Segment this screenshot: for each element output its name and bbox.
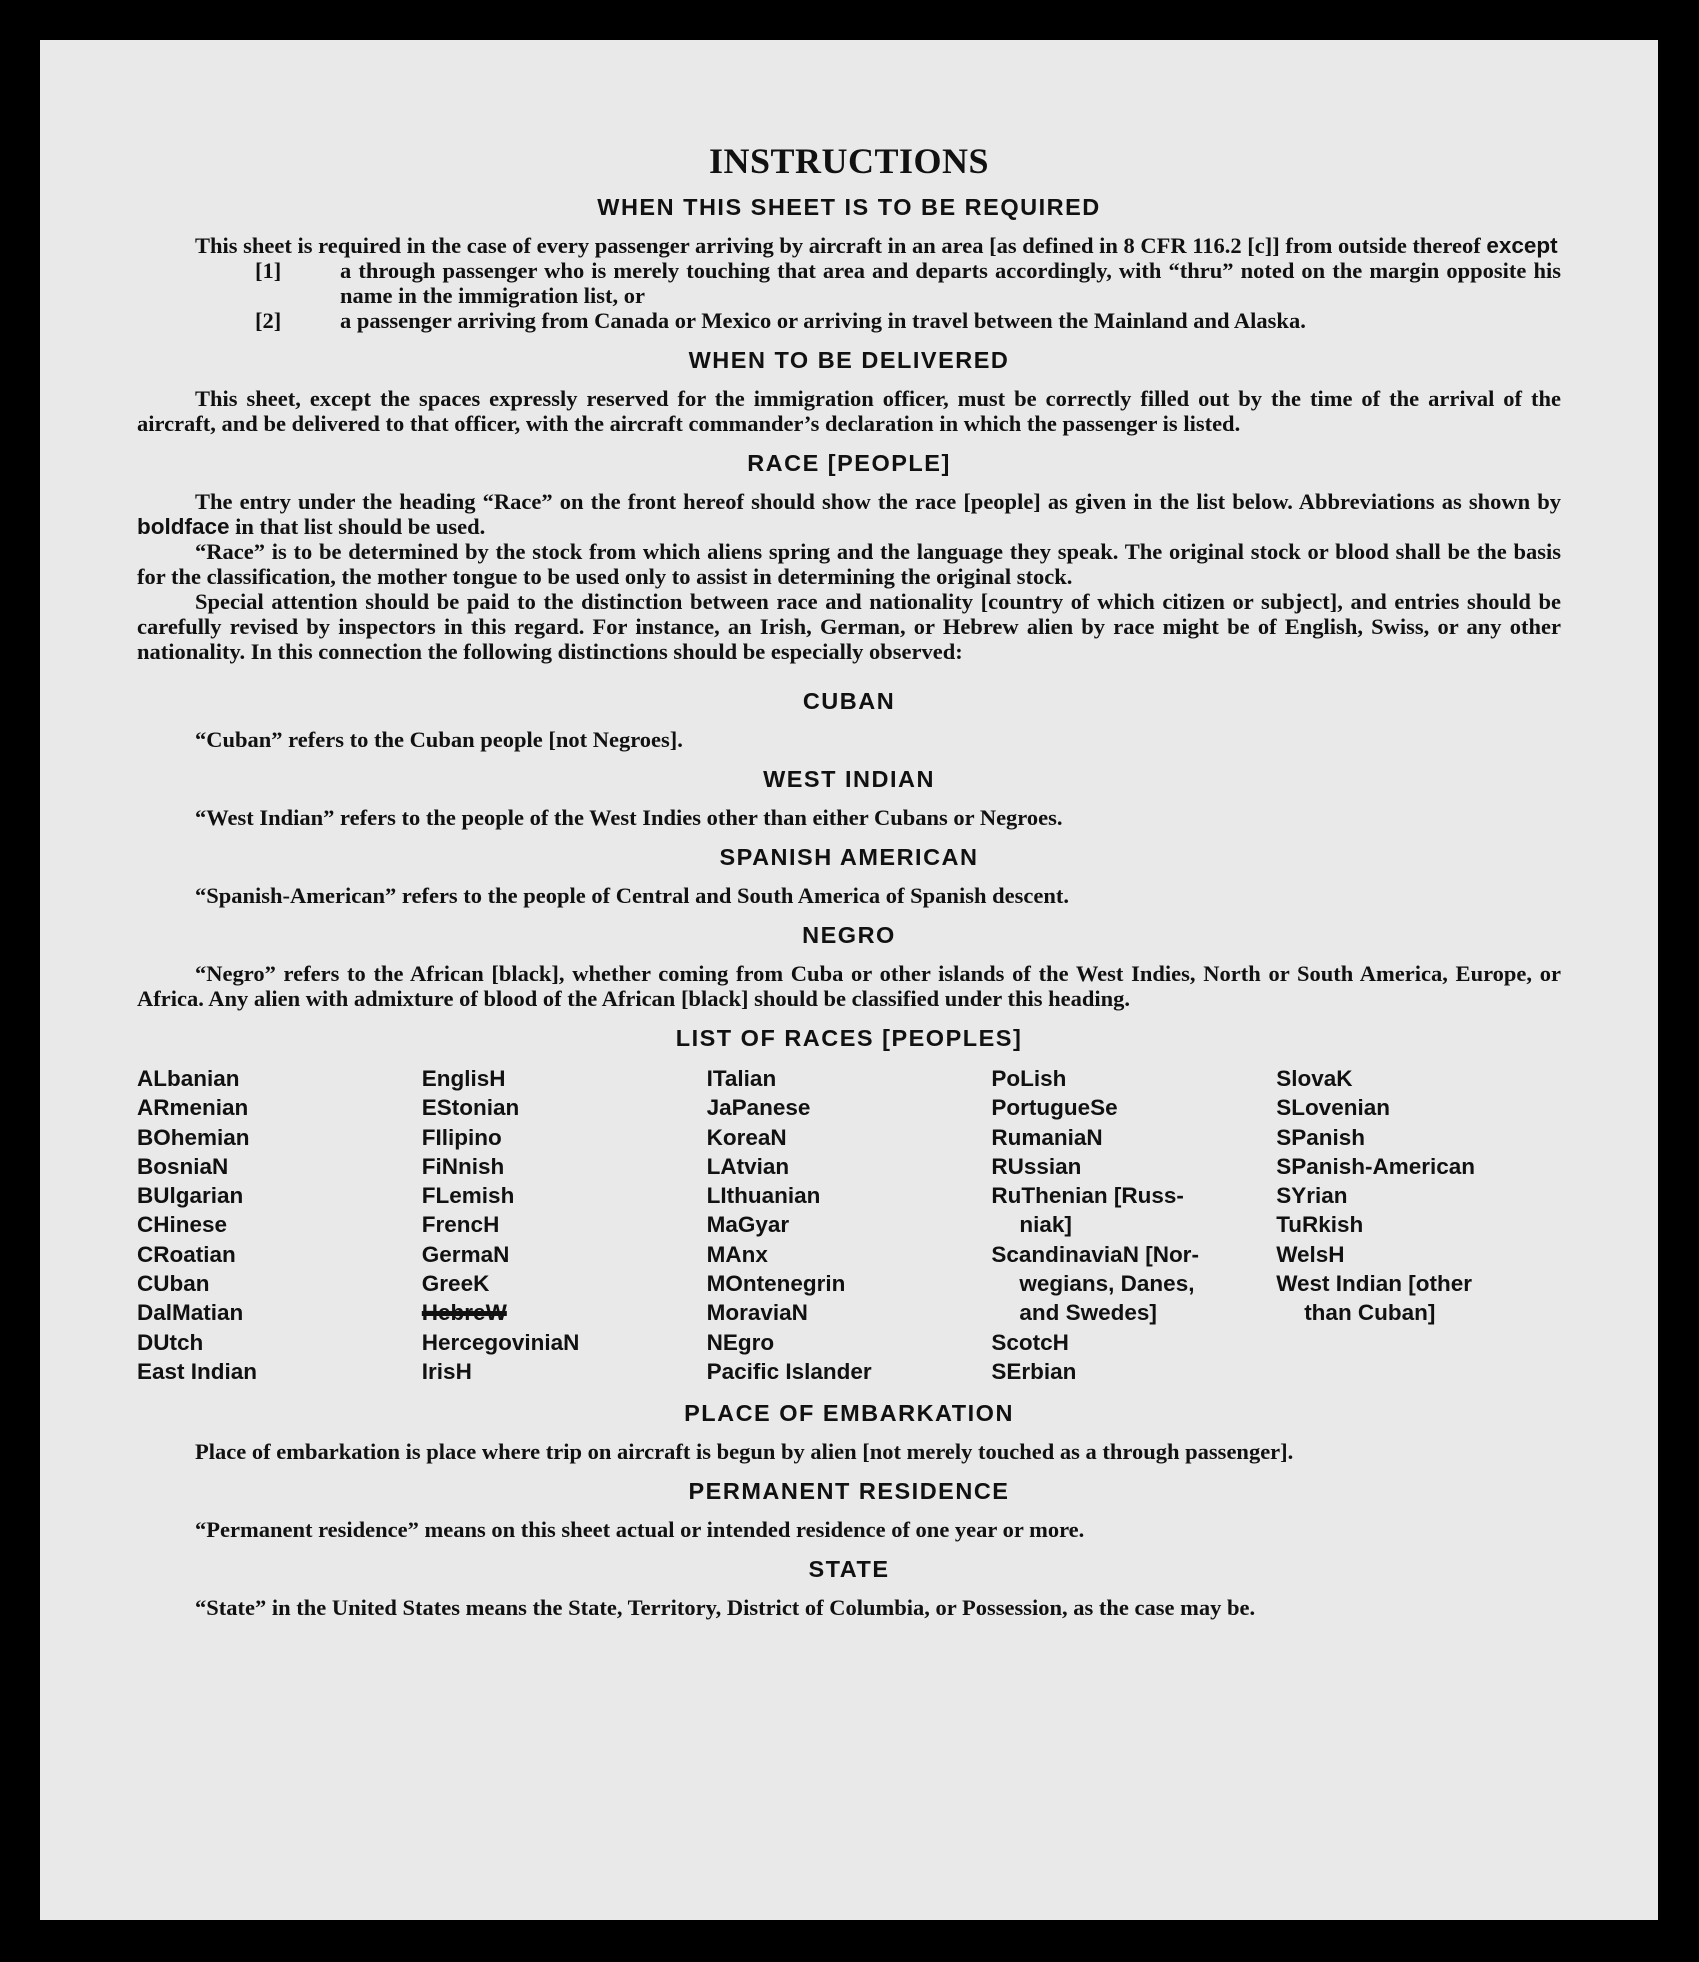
race-entry: WelsH — [1276, 1241, 1345, 1267]
race-entry: NEgro — [706, 1329, 775, 1355]
race-entry: DalMatian — [137, 1300, 244, 1326]
race-entry: SYrian — [1276, 1183, 1348, 1209]
page-title: INSTRUCTIONS — [708, 141, 990, 181]
race-entry: RumaniaN — [991, 1124, 1103, 1150]
negro-text: “Negro” refers to the African [black], whether coming from Cuba or other islands of the West Indies, North or South America, Europe, or Africa. Any alien with admixture of blood of the African [black] should be classified under this heading. — [137, 961, 1561, 1011]
heading-place-of-embarkation: PLACE OF EMBARKATION — [684, 1400, 1014, 1427]
race-entry: CUban — [137, 1271, 210, 1297]
cuban-text: “Cuban” refers to the Cuban people [not Negroes]. — [195, 727, 683, 752]
when-delivered-text: This sheet, except the spaces expressly reserved for the immigration officer, must be correctly filled out by the time of the arrival of the aircraft, and be delivered to that officer, with the aircraft commander’s declaration in which the passenger is listed. — [137, 386, 1561, 436]
race-entry: FLemish — [421, 1183, 515, 1209]
heading-west-indian: WEST INDIAN — [763, 766, 935, 792]
race-entry: MaGyar — [706, 1212, 790, 1238]
race-entry: RUssian — [991, 1153, 1082, 1179]
race-entry-struck: HebreW — [421, 1300, 507, 1326]
race-entry: GreeK — [421, 1271, 490, 1297]
race-entry: FrencH — [421, 1212, 500, 1238]
heading-permanent-residence: PERMANENT RESIDENCE — [688, 1478, 1010, 1505]
race-paragraph-1: The entry under the heading “Race” on the front hereof should show the race [people] as given in the list below. Abbreviations as shown by boldface in that list should be used. — [137, 489, 1561, 539]
race-entry: EnglisH — [421, 1066, 506, 1091]
heading-cuban: CUBAN — [802, 688, 896, 714]
state-text: “State” in the United States means the State, Territory, District of Columbia, or Possession, as the case may be. — [195, 1595, 1256, 1621]
race-entry-continuation: wegians, Danes, — [1019, 1271, 1195, 1297]
race-entry: SPanish-American — [1276, 1153, 1476, 1179]
race-entry: MAnx — [706, 1241, 768, 1267]
race-entry: ScotcH — [991, 1329, 1069, 1355]
heading-when-delivered: WHEN TO BE DELIVERED — [688, 347, 1010, 373]
race-entry: ARmenian — [137, 1095, 249, 1121]
race-entry: SPanish — [1276, 1124, 1365, 1150]
race-entry: JaPanese — [706, 1095, 811, 1121]
race-entry: CRoatian — [137, 1241, 236, 1267]
heading-list-of-races: LIST OF RACES [PEOPLES] — [675, 1025, 1023, 1051]
races-column-5 — [1276, 1064, 1561, 1386]
heading-when-required: WHEN THIS SHEET IS TO BE REQUIRED — [597, 194, 1101, 220]
when-required-intro: This sheet is required in the case of every passenger arriving by aircraft in an area [as defined in 8 CFR 116.2 [c]] from outside thereof except — [195, 233, 1558, 258]
residence-text: “Permanent residence” means on this sheet actual or intended residence of one year or more. — [195, 1517, 1085, 1543]
embarkation-text: Place of embarkation is place where trip on aircraft is begun by alien [not merely touched as a through passenger]. — [195, 1439, 1294, 1465]
races-column-4 — [991, 1064, 1276, 1386]
race-entry: FiNnish — [421, 1153, 505, 1179]
race-entry-continuation: niak] — [1019, 1212, 1072, 1238]
race-entry: EStonian — [421, 1095, 520, 1121]
instructions-content — [137, 140, 1561, 1620]
races-column-1 — [137, 1064, 422, 1386]
race-entry: ScandinaviaN [Nor- — [991, 1241, 1199, 1267]
race-entry: SlovaK — [1276, 1066, 1353, 1091]
race-entry-continuation: than Cuban] — [1304, 1300, 1436, 1326]
race-entry-continuation: and Swedes] — [1019, 1300, 1157, 1326]
west-indian-text: “West Indian” refers to the people of the West Indies other than either Cubans or Negroes. — [195, 805, 1063, 830]
exception-list — [137, 258, 1561, 333]
race-entry: BosniaN — [137, 1153, 229, 1179]
race-entry: Pacific Islander — [706, 1358, 872, 1384]
race-entry: IrisH — [421, 1358, 472, 1384]
spanish-american-text: “Spanish-American” refers to the people of Central and South America of Spanish descent. — [195, 883, 1069, 908]
race-entry: SErbian — [991, 1358, 1077, 1384]
exception-item: [2] a passenger arriving from Canada or Mexico or arriving in travel between the Mainland and Alaska. — [255, 308, 1306, 333]
race-entry: ITalian — [706, 1066, 777, 1091]
race-entry: GermaN — [421, 1241, 510, 1267]
race-entry: CHinese — [137, 1212, 228, 1238]
heading-race: RACE [PEOPLE] — [747, 450, 951, 476]
races-column-2 — [422, 1064, 707, 1386]
race-entry: HercegoviniaN — [421, 1329, 580, 1355]
race-entry: DUtch — [137, 1329, 204, 1355]
document-page — [40, 40, 1658, 1920]
race-entry: ALbanian — [137, 1066, 240, 1091]
exception-item: [1] a through passenger who is merely touching that area and departs accordingly, with “thru” noted on the margin opposite his name in the immigration list, or — [255, 258, 1561, 308]
race-entry: BOhemian — [137, 1124, 250, 1150]
except-word: except — [1486, 233, 1558, 258]
race-entry: PortugueSe — [991, 1095, 1118, 1121]
race-entry: MoraviaN — [706, 1300, 808, 1326]
race-entry: TuRkish — [1276, 1212, 1364, 1238]
race-entry: BUlgarian — [137, 1183, 244, 1209]
race-paragraph-3: Special attention should be paid to the distinction between race and nationality [country of which citizen or subject], and entries should be carefully revised by inspectors in this regard. For instance, an Irish, German, or Hebrew alien by race might be of English, Swiss, or any other nationality. In this connection the following distinctions should be especially observed: — [137, 589, 1561, 664]
heading-spanish-american: SPANISH AMERICAN — [719, 844, 979, 870]
race-paragraph-2: “Race” is to be determined by the stock from which aliens spring and the language they speak. The original stock or blood shall be the basis for the classification, the mother tongue to be used only to assist in determining the original stock. — [137, 539, 1561, 589]
heading-negro: NEGRO — [802, 922, 896, 948]
race-entry: FIlipino — [421, 1124, 502, 1150]
race-entry: RuThenian [Russ- — [991, 1183, 1184, 1209]
race-entry: PoLish — [991, 1066, 1067, 1091]
race-entry: LAtvian — [706, 1153, 790, 1179]
races-list — [137, 1064, 1561, 1386]
race-entry: LIthuanian — [706, 1183, 821, 1209]
heading-state: STATE — [808, 1556, 890, 1583]
race-entry: SLovenian — [1276, 1095, 1390, 1121]
race-entry: East Indian — [137, 1358, 258, 1384]
race-entry: West Indian [other — [1276, 1271, 1473, 1297]
races-column-3 — [707, 1064, 992, 1386]
race-entry: KoreaN — [706, 1124, 787, 1150]
race-entry: MOntenegrin — [706, 1271, 846, 1297]
